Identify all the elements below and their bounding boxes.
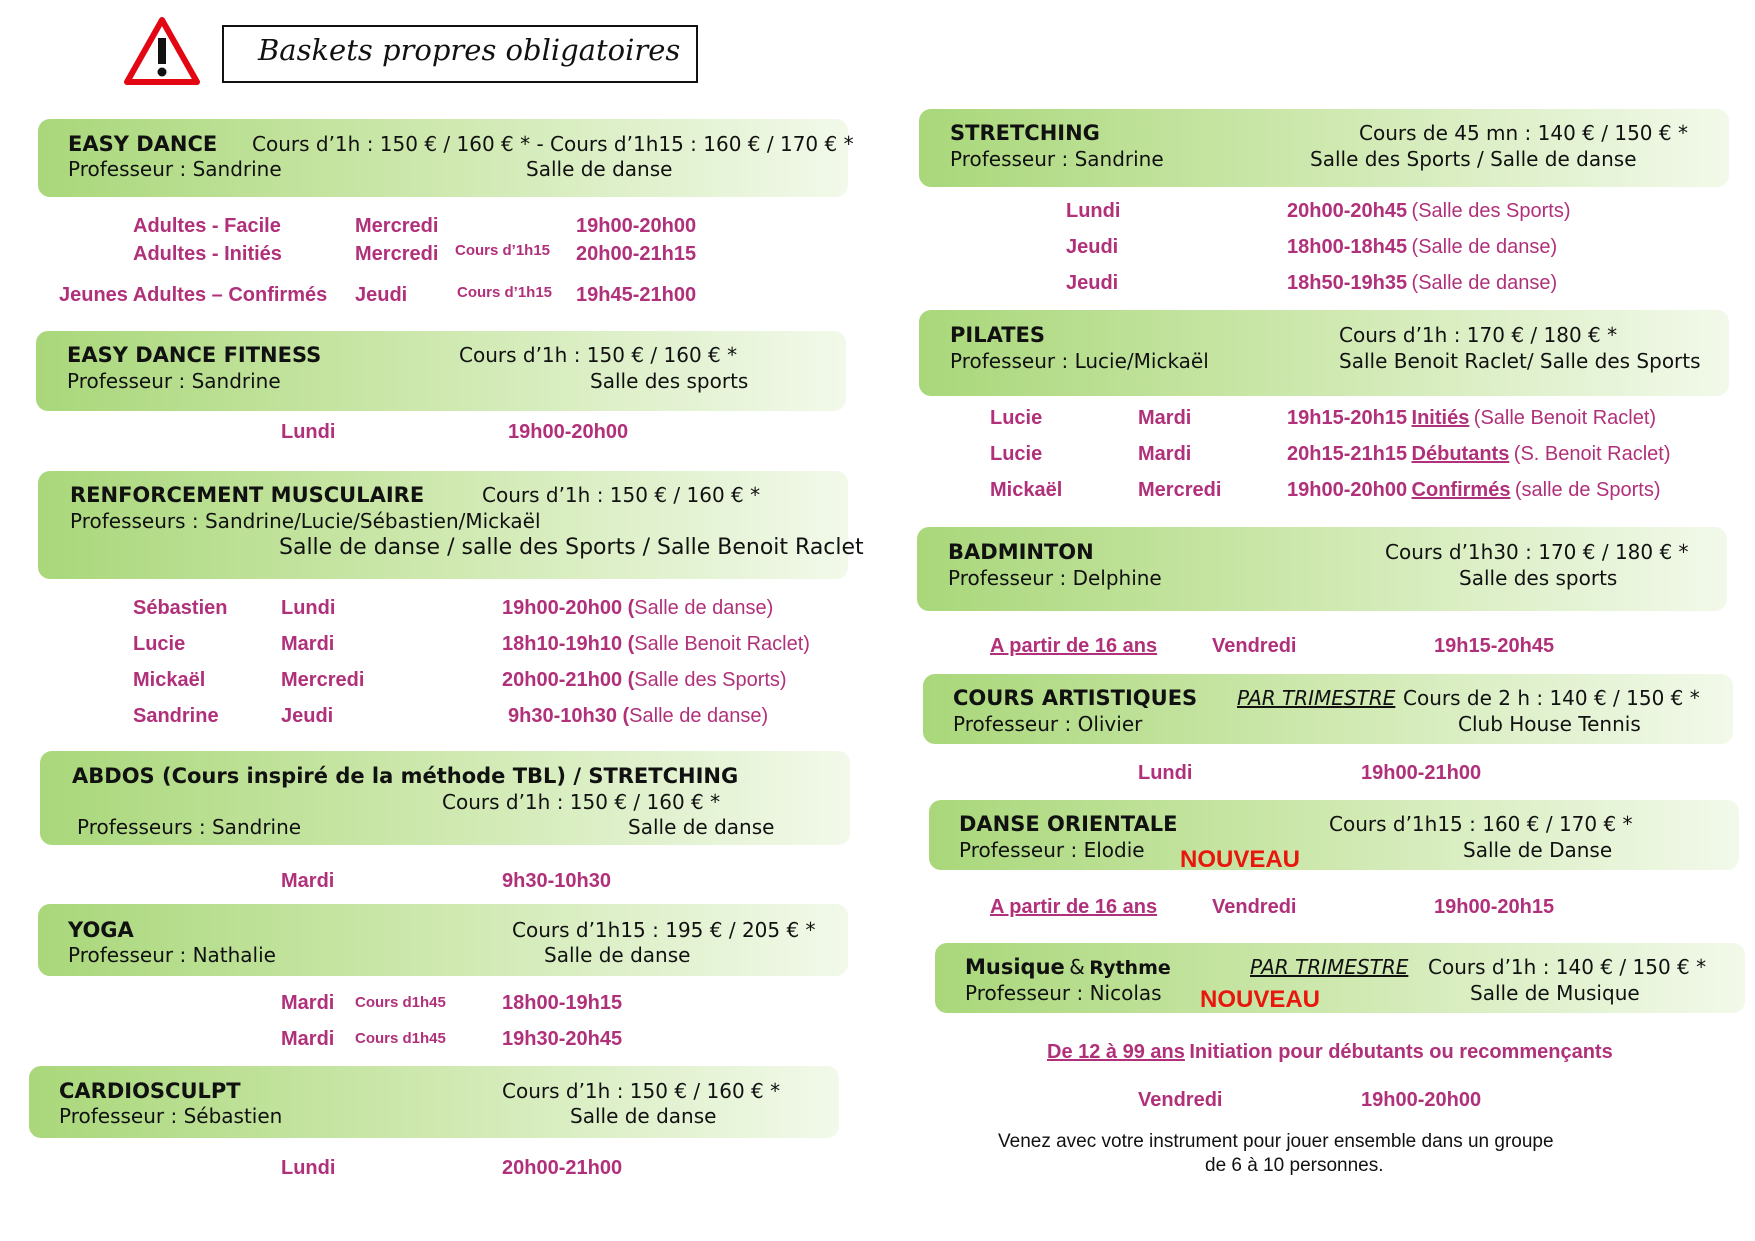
cours-artistiques-teacher: Professeur : Olivier bbox=[953, 712, 1143, 736]
renforcement-teacher: Professeurs : Sandrine/Lucie/Sébastien/Mickaël bbox=[70, 509, 541, 533]
danse-orientale-room: Salle de Danse bbox=[1463, 838, 1613, 862]
easy-dance-fitness-teacher: Professeur : Sandrine bbox=[67, 369, 281, 393]
danse-orientale-age: A partir de 16 ans bbox=[990, 896, 1158, 918]
stretching-title: STRETCHING bbox=[950, 121, 1100, 145]
abdos-price: Cours d’1h : 150 € / 160 € * bbox=[442, 790, 721, 814]
renforcement-day-2: Mardi bbox=[281, 633, 335, 655]
cardiosculpt-title: CARDIOSCULPT bbox=[59, 1079, 241, 1103]
renforcement-slot-2: 18h10-19h10 (Salle Benoit Raclet) bbox=[502, 633, 810, 655]
musique-new-badge: NOUVEAU bbox=[1200, 986, 1321, 1013]
cardiosculpt-price: Cours d’1h : 150 € / 160 € * bbox=[502, 1079, 781, 1103]
easy-dance-day-3: Jeudi bbox=[355, 284, 408, 306]
cardiosculpt-teacher: Professeur : Sébastien bbox=[59, 1104, 283, 1128]
easy-dance-room: Salle de danse bbox=[526, 157, 673, 181]
musique-teacher: Professeur : Nicolas bbox=[965, 981, 1162, 1005]
stretching-slot-1: 20h00-20h45 (Salle des Sports) bbox=[1287, 200, 1571, 222]
yoga-time-1: 18h00-19h15 bbox=[502, 992, 623, 1014]
pilates-slot-2: 20h15-21h15 Débutants (S. Benoit Raclet) bbox=[1287, 443, 1671, 465]
easy-dance-price: Cours d’1h : 150 € / 160 € * - Cours d’1h15 : 160 € / 170 € * bbox=[252, 132, 854, 156]
stretching-slot-2: 18h00-18h45 (Salle de danse) bbox=[1287, 236, 1558, 258]
yoga-day-1: Mardi bbox=[281, 992, 335, 1014]
easy-dance-level-2: Adultes - Initiés bbox=[133, 243, 282, 265]
pilates-title: PILATES bbox=[950, 323, 1046, 347]
stretching-day-2: Jeudi bbox=[1066, 236, 1119, 258]
easy-dance-fitness-title: EASY DANCE FITNESS bbox=[67, 343, 322, 367]
warning-text: Baskets propres obligatoires bbox=[258, 33, 681, 67]
renforcement-price: Cours d’1h : 150 € / 160 € * bbox=[482, 483, 761, 507]
musique-time: 19h00-20h00 bbox=[1361, 1089, 1482, 1111]
stretching-teacher: Professeur : Sandrine bbox=[950, 147, 1164, 171]
easy-dance-level-3: Jeunes Adultes – Confirmés bbox=[59, 284, 328, 306]
pilates-teacher-3: Mickaël bbox=[990, 479, 1063, 501]
danse-orientale-teacher: Professeur : Elodie bbox=[959, 838, 1145, 862]
badminton-age: A partir de 16 ans bbox=[990, 635, 1158, 657]
cours-artistiques-time: 19h00-21h00 bbox=[1361, 762, 1482, 784]
pilates-price: Cours d’1h : 170 € / 180 € * bbox=[1339, 323, 1618, 347]
easy-dance-title: EASY DANCE bbox=[68, 132, 218, 156]
musique-title: Musique & Rythme bbox=[965, 955, 1171, 979]
pilates-day-1: Mardi bbox=[1138, 407, 1192, 429]
badminton-title: BADMINTON bbox=[948, 540, 1094, 564]
easy-dance-time-3: 19h45-21h00 bbox=[576, 284, 697, 306]
badminton-room: Salle des sports bbox=[1459, 566, 1618, 590]
yoga-note-1: Cours d1h45 bbox=[355, 994, 446, 1011]
easy-dance-teacher: Professeur : Sandrine bbox=[68, 157, 282, 181]
cardiosculpt-time: 20h00-21h00 bbox=[502, 1157, 623, 1179]
cours-artistiques-day: Lundi bbox=[1138, 762, 1193, 784]
easy-dance-time-1: 19h00-20h00 bbox=[576, 215, 697, 237]
abdos-time: 9h30-10h30 bbox=[502, 870, 611, 892]
easy-dance-day-2: Mercredi bbox=[355, 243, 439, 265]
cours-artistiques-title: COURS ARTISTIQUES bbox=[953, 686, 1198, 710]
abdos-teacher: Professeurs : Sandrine bbox=[77, 815, 302, 839]
easy-dance-fitness-price: Cours d’1h : 150 € / 160 € * bbox=[459, 343, 738, 367]
danse-orientale-new-badge: NOUVEAU bbox=[1180, 846, 1301, 873]
easy-dance-time-2: 20h00-21h15 bbox=[576, 243, 697, 265]
musique-footer-2: de 6 à 10 personnes. bbox=[1205, 1155, 1384, 1176]
pilates-teacher: Professeur : Lucie/Mickaël bbox=[950, 349, 1209, 373]
renforcement-slot-3: 20h00-21h00 (Salle des Sports) bbox=[502, 669, 787, 691]
badminton-day: Vendredi bbox=[1212, 635, 1297, 657]
easy-dance-fitness-day: Lundi bbox=[281, 421, 336, 443]
yoga-title: YOGA bbox=[68, 918, 134, 942]
easy-dance-day-1: Mercredi bbox=[355, 215, 439, 237]
renforcement-teacher-1: Sébastien bbox=[133, 597, 228, 619]
stretching-slot-3: 18h50-19h35 (Salle de danse) bbox=[1287, 272, 1558, 294]
warning-icon bbox=[124, 16, 200, 86]
renforcement-teacher-2: Lucie bbox=[133, 633, 186, 655]
danse-orientale-day: Vendredi bbox=[1212, 896, 1297, 918]
cardiosculpt-room: Salle de danse bbox=[570, 1104, 717, 1128]
stretching-day-1: Lundi bbox=[1066, 200, 1121, 222]
easy-dance-note-2: Cours d’1h15 bbox=[455, 242, 551, 259]
easy-dance-note-3: Cours d’1h15 bbox=[457, 284, 553, 301]
musique-price: Cours d’1h : 140 € / 150 € * bbox=[1428, 955, 1707, 979]
abdos-title: ABDOS (Cours inspiré de la méthode TBL) / STRETCHING bbox=[72, 764, 739, 788]
pilates-day-3: Mercredi bbox=[1138, 479, 1222, 501]
musique-footer-1: Venez avec votre instrument pour jouer ensemble dans un groupe bbox=[998, 1131, 1554, 1152]
pilates-slot-3: 19h00-20h00 Confirmés (salle de Sports) bbox=[1287, 479, 1661, 501]
stretching-room: Salle des Sports / Salle de danse bbox=[1310, 147, 1637, 171]
renforcement-day-1: Lundi bbox=[281, 597, 336, 619]
yoga-price: Cours d’1h15 : 195 € / 205 € * bbox=[512, 918, 816, 942]
danse-orientale-time: 19h00-20h15 bbox=[1434, 896, 1555, 918]
cours-artistiques-period: PAR TRIMESTRE bbox=[1237, 686, 1396, 710]
stretching-day-3: Jeudi bbox=[1066, 272, 1119, 294]
renforcement-day-4: Jeudi bbox=[281, 705, 334, 727]
renforcement-teacher-4: Sandrine bbox=[133, 705, 219, 727]
pilates-room: Salle Benoit Raclet/ Salle des Sports bbox=[1339, 349, 1701, 373]
yoga-day-2: Mardi bbox=[281, 1028, 335, 1050]
pilates-slot-1: 19h15-20h15 Initiés (Salle Benoit Raclet) bbox=[1287, 407, 1657, 429]
musique-day: Vendredi bbox=[1138, 1089, 1223, 1111]
easy-dance-fitness-room: Salle des sports bbox=[590, 369, 749, 393]
easy-dance-fitness-time: 19h00-20h00 bbox=[508, 421, 629, 443]
musique-age-line: De 12 à 99 ans Initiation pour débutants ou recommençants bbox=[1047, 1041, 1613, 1063]
renforcement-slot-1: 19h00-20h00 (Salle de danse) bbox=[502, 597, 774, 619]
pilates-teacher-2: Lucie bbox=[990, 443, 1043, 465]
pilates-teacher-1: Lucie bbox=[990, 407, 1043, 429]
yoga-time-2: 19h30-20h45 bbox=[502, 1028, 623, 1050]
easy-dance-level-1: Adultes - Facile bbox=[133, 215, 281, 237]
renforcement-day-3: Mercredi bbox=[281, 669, 365, 691]
badminton-teacher: Professeur : Delphine bbox=[948, 566, 1162, 590]
renforcement-room: Salle de danse / salle des Sports / Salle Benoit Raclet bbox=[279, 535, 864, 560]
renforcement-title: RENFORCEMENT MUSCULAIRE bbox=[70, 483, 425, 507]
renforcement-slot-4: 9h30-10h30 (Salle de danse) bbox=[508, 705, 769, 727]
abdos-room: Salle de danse bbox=[628, 815, 775, 839]
cours-artistiques-price: Cours de 2 h : 140 € / 150 € * bbox=[1403, 686, 1700, 710]
badminton-time: 19h15-20h45 bbox=[1434, 635, 1555, 657]
musique-room: Salle de Musique bbox=[1470, 981, 1640, 1005]
stretching-price: Cours de 45 mn : 140 € / 150 € * bbox=[1359, 121, 1688, 145]
yoga-teacher: Professeur : Nathalie bbox=[68, 943, 276, 967]
cardiosculpt-day: Lundi bbox=[281, 1157, 336, 1179]
abdos-day: Mardi bbox=[281, 870, 335, 892]
yoga-note-2: Cours d1h45 bbox=[355, 1030, 446, 1047]
pilates-day-2: Mardi bbox=[1138, 443, 1192, 465]
musique-period: PAR TRIMESTRE bbox=[1250, 955, 1409, 979]
cours-artistiques-room: Club House Tennis bbox=[1458, 712, 1641, 736]
danse-orientale-title: DANSE ORIENTALE bbox=[959, 812, 1178, 836]
yoga-room: Salle de danse bbox=[544, 943, 691, 967]
renforcement-teacher-3: Mickaël bbox=[133, 669, 206, 691]
danse-orientale-price: Cours d’1h15 : 160 € / 170 € * bbox=[1329, 812, 1633, 836]
badminton-price: Cours d’1h30 : 170 € / 180 € * bbox=[1385, 540, 1689, 564]
